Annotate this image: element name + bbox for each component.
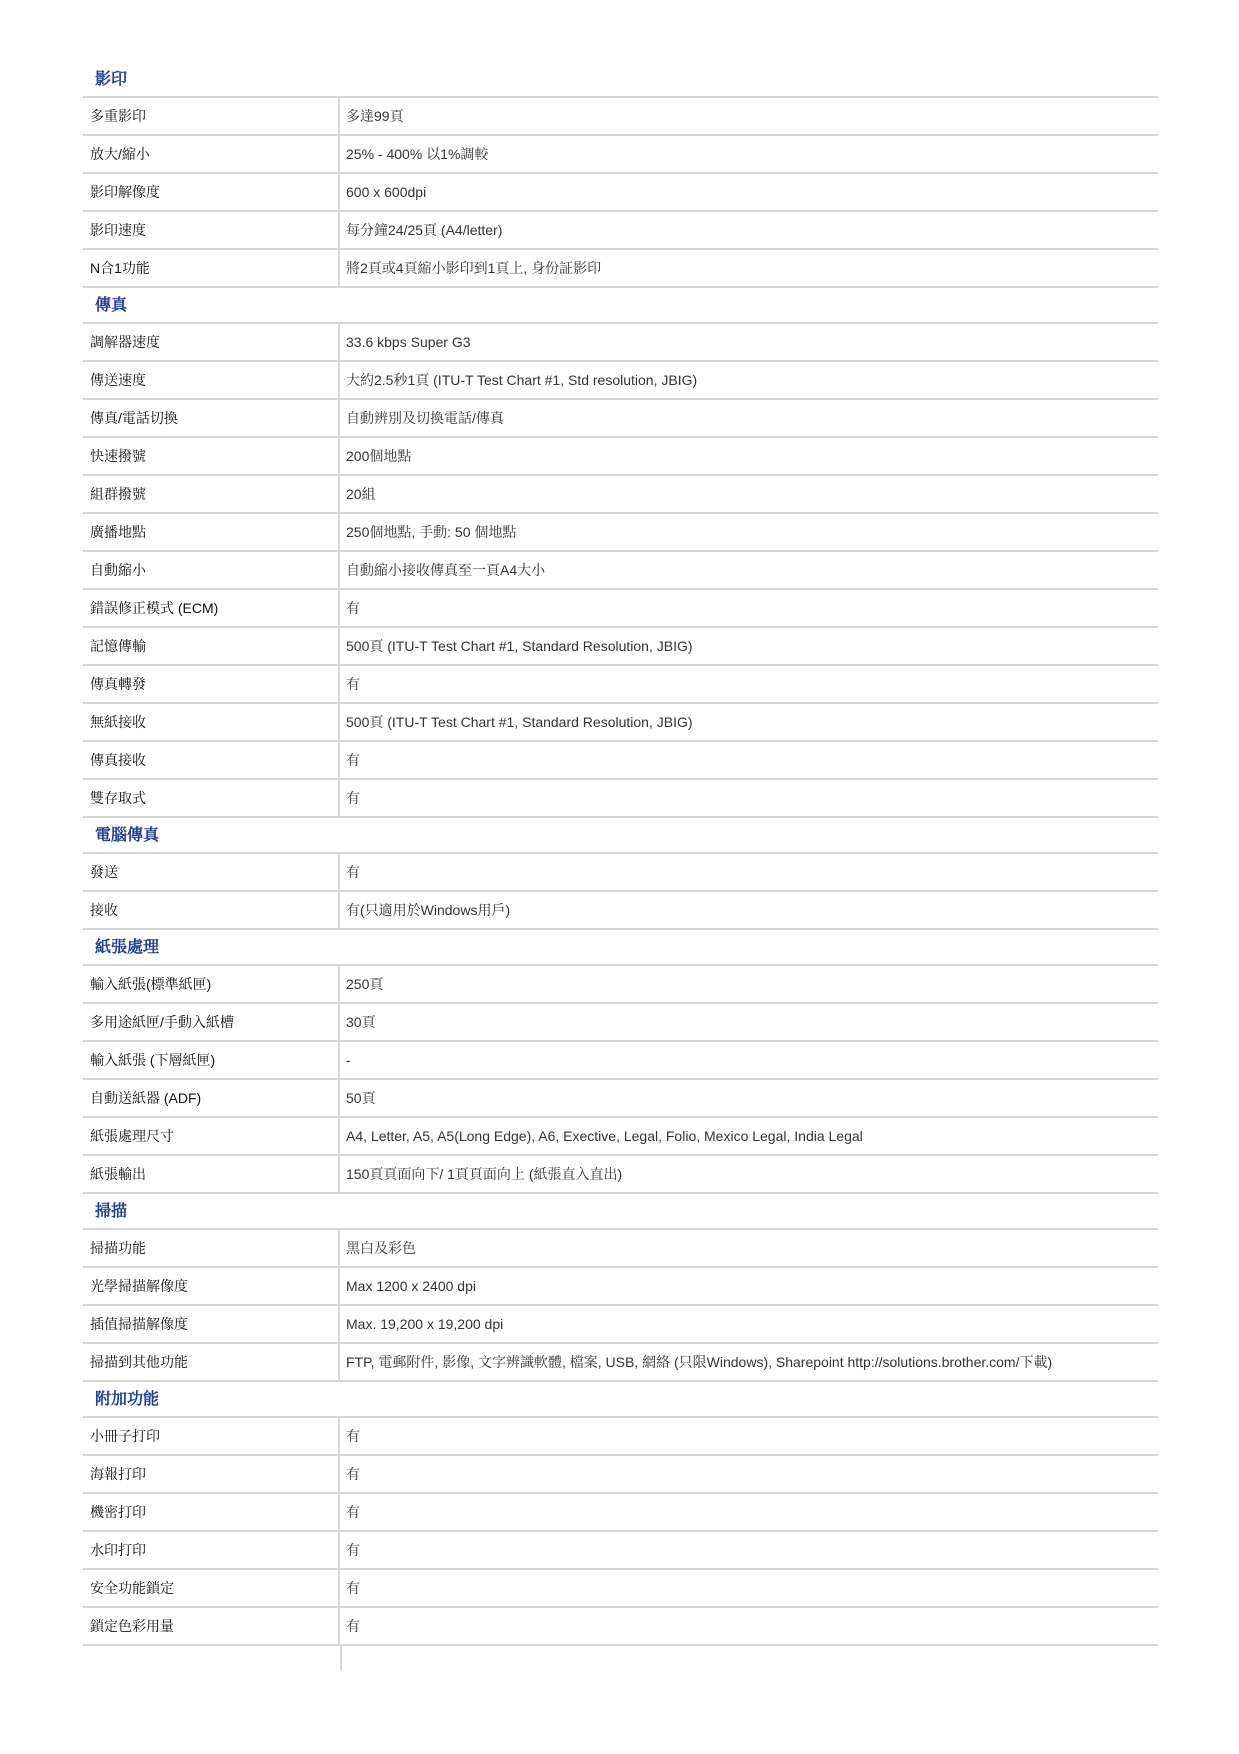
spec-value: FTP, 電郵附件, 影像, 文字辨識軟體, 檔案, USB, 網絡 (只限Windows), Sharepoint http://solutions.brother.com/下載) bbox=[346, 1354, 1053, 1370]
section-title: 掃描 bbox=[83, 1194, 1158, 1230]
spec-label: 多用途紙匣/手動入紙槽 bbox=[83, 1004, 340, 1040]
spec-value: 25% - 400% 以1%調較 bbox=[346, 146, 489, 162]
spec-value: 250頁 bbox=[346, 976, 384, 992]
spec-value: A4, Letter, A5, A5(Long Edge), A6, Exective, Legal, Folio, Mexico Legal, India Legal bbox=[346, 1128, 863, 1144]
section-title: 紙張處理 bbox=[83, 930, 1158, 966]
spec-row bbox=[83, 1608, 1158, 1646]
spec-value: 大約2.5秒1頁 (ITU-T Test Chart #1, Std resolution, JBIG) bbox=[346, 372, 698, 388]
spec-label: 快速撥號 bbox=[83, 438, 340, 474]
spec-label: 輸入紙張 (下層紙匣) bbox=[83, 1042, 340, 1078]
spec-row bbox=[83, 1118, 1158, 1156]
spec-value: 自動縮小接收傳真至一頁A4大小 bbox=[346, 562, 546, 578]
spec-row bbox=[83, 324, 1158, 362]
spec-row bbox=[83, 174, 1158, 212]
spec-value: Max 1200 x 2400 dpi bbox=[346, 1278, 476, 1294]
spec-label: 調解器速度 bbox=[83, 324, 340, 360]
spec-row bbox=[83, 552, 1158, 590]
spec-value: 500頁 (ITU-T Test Chart #1, Standard Resolution, JBIG) bbox=[346, 714, 693, 730]
spec-value: 有 bbox=[346, 1428, 360, 1444]
spec-label: 影印速度 bbox=[83, 212, 340, 248]
spec-label: 水印打印 bbox=[83, 1532, 340, 1568]
spec-value: 自動辨別及切換電話/傳真 bbox=[346, 410, 504, 426]
spec-label: 傳真轉發 bbox=[83, 666, 340, 702]
spec-value: 20組 bbox=[346, 486, 376, 502]
spec-value: Max. 19,200 x 19,200 dpi bbox=[346, 1316, 504, 1332]
spec-label: 無紙接收 bbox=[83, 704, 340, 740]
spec-row bbox=[83, 476, 1158, 514]
spec-label: 紙張輸出 bbox=[83, 1156, 340, 1192]
spec-label: 接收 bbox=[83, 892, 340, 928]
spec-label: N合1功能 bbox=[83, 250, 340, 286]
spec-row bbox=[83, 1230, 1158, 1268]
spec-value: 有 bbox=[346, 676, 360, 692]
spec-label: 光學掃描解像度 bbox=[83, 1268, 340, 1304]
spec-label: 影印解像度 bbox=[83, 174, 340, 210]
spec-value: 150頁頁面向下/ 1頁頁面向上 (紙張直入直出) bbox=[346, 1166, 623, 1182]
spec-row bbox=[83, 362, 1158, 400]
spec-row bbox=[83, 1306, 1158, 1344]
spec-value: 250個地點, 手動: 50 個地點 bbox=[346, 524, 517, 540]
spec-label: 傳真接收 bbox=[83, 742, 340, 778]
spec-row bbox=[83, 212, 1158, 250]
spec-label: 錯誤修正模式 (ECM) bbox=[83, 590, 340, 626]
spec-row bbox=[83, 666, 1158, 704]
section-title: 電腦傳真 bbox=[83, 818, 1158, 854]
spec-value: 200個地點 bbox=[346, 448, 412, 464]
spec-label: 輸入紙張(標準紙匣) bbox=[83, 966, 340, 1002]
spec-label: 安全功能鎖定 bbox=[83, 1570, 340, 1606]
spec-row bbox=[83, 780, 1158, 818]
spec-label: 雙存取式 bbox=[83, 780, 340, 816]
spec-value: 有 bbox=[346, 1618, 360, 1634]
spec-row bbox=[83, 1494, 1158, 1532]
spec-row bbox=[83, 1344, 1158, 1382]
spec-value: 黑白及彩色 bbox=[346, 1240, 416, 1256]
spec-label: 記憶傳輸 bbox=[83, 628, 340, 664]
spec-row bbox=[83, 966, 1158, 1004]
spec-row bbox=[83, 1456, 1158, 1494]
spec-label: 海報打印 bbox=[83, 1456, 340, 1492]
spec-label: 自動送紙器 (ADF) bbox=[83, 1080, 340, 1116]
spec-row bbox=[83, 628, 1158, 666]
spec-row bbox=[83, 1570, 1158, 1608]
spec-value: 50頁 bbox=[346, 1090, 376, 1106]
section-title: 附加功能 bbox=[83, 1382, 1158, 1418]
spec-label: 插值掃描解像度 bbox=[83, 1306, 340, 1342]
spec-row bbox=[83, 136, 1158, 174]
spec-row bbox=[83, 742, 1158, 780]
spec-value: 將2頁或4頁縮小影印到1頁上, 身份証影印 bbox=[346, 260, 602, 276]
spec-value: 有 bbox=[346, 1504, 360, 1520]
spec-value: 有 bbox=[346, 1580, 360, 1596]
spec-label: 鎖定色彩用量 bbox=[83, 1608, 340, 1644]
spec-label: 小冊子打印 bbox=[83, 1418, 340, 1454]
spec-row bbox=[83, 400, 1158, 438]
spec-value: 多達99頁 bbox=[346, 108, 404, 124]
spec-value: 600 x 600dpi bbox=[346, 184, 427, 200]
spec-label: 多重影印 bbox=[83, 98, 340, 134]
spec-label: 機密打印 bbox=[83, 1494, 340, 1530]
spec-row bbox=[83, 1156, 1158, 1194]
spec-label: 發送 bbox=[83, 854, 340, 890]
spec-row bbox=[83, 1004, 1158, 1042]
spec-row bbox=[83, 250, 1158, 288]
spec-value: 有 bbox=[346, 1466, 360, 1482]
spec-row bbox=[83, 590, 1158, 628]
spec-label: 紙張處理尺寸 bbox=[83, 1118, 340, 1154]
spec-label: 掃描到其他功能 bbox=[83, 1344, 340, 1380]
spec-row bbox=[83, 514, 1158, 552]
spec-row bbox=[83, 438, 1158, 476]
spec-value: 有 bbox=[346, 600, 360, 616]
spec-row bbox=[83, 1268, 1158, 1306]
spec-row bbox=[83, 704, 1158, 742]
spec-label: 傳真/電話切換 bbox=[83, 400, 340, 436]
section-title: 影印 bbox=[83, 62, 1158, 98]
spec-label: 組群撥號 bbox=[83, 476, 340, 512]
spec-row bbox=[83, 98, 1158, 136]
spec-value: - bbox=[346, 1052, 351, 1068]
spec-row bbox=[83, 854, 1158, 892]
spec-value: 有 bbox=[346, 1542, 360, 1558]
spec-value: 30頁 bbox=[346, 1014, 376, 1030]
spec-label: 傳送速度 bbox=[83, 362, 340, 398]
spec-table bbox=[83, 62, 1158, 1670]
spec-value: 33.6 kbps Super G3 bbox=[346, 334, 471, 350]
spec-value: 有 bbox=[346, 864, 360, 880]
spec-row bbox=[83, 892, 1158, 930]
spec-value: 500頁 (ITU-T Test Chart #1, Standard Resolution, JBIG) bbox=[346, 638, 693, 654]
spec-row bbox=[83, 1080, 1158, 1118]
spec-value: 有 bbox=[346, 790, 360, 806]
spec-value: 每分鐘24/25頁 (A4/letter) bbox=[346, 222, 503, 238]
section-title: 傳真 bbox=[83, 288, 1158, 324]
spec-label: 廣播地點 bbox=[83, 514, 340, 550]
spec-row bbox=[83, 1532, 1158, 1570]
spec-value: 有(只適用於Windows用戶) bbox=[346, 902, 511, 918]
spec-label: 掃描功能 bbox=[83, 1230, 340, 1266]
spec-row bbox=[83, 1418, 1158, 1456]
table-end-divider bbox=[83, 1646, 342, 1670]
spec-label: 自動縮小 bbox=[83, 552, 340, 588]
spec-row bbox=[83, 1042, 1158, 1080]
spec-label: 放大/縮小 bbox=[83, 136, 340, 172]
spec-value: 有 bbox=[346, 752, 360, 768]
